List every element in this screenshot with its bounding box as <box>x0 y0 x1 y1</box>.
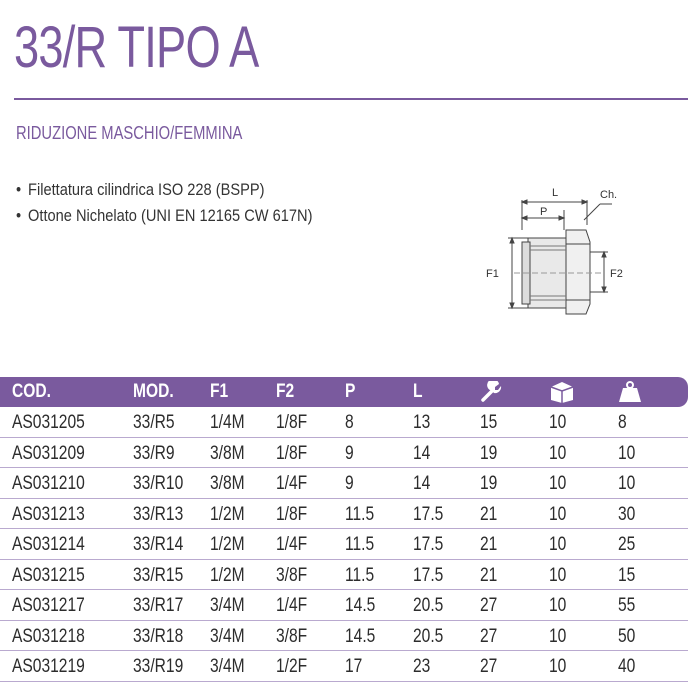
table-cell: 9 <box>345 442 354 464</box>
table-header <box>0 377 688 407</box>
column-header-mod: MOD. <box>133 381 174 402</box>
table-cell: 17.5 <box>413 564 444 586</box>
table-cell: 27 <box>480 595 498 616</box>
table-cell: AS031219 <box>12 656 85 677</box>
table-cell: 21 <box>480 503 498 525</box>
table-cell: AS031214 <box>12 534 85 555</box>
table-cell: 1/2M <box>210 534 245 555</box>
table-cell: 10 <box>549 412 567 433</box>
drawing-label-l: L <box>552 187 559 199</box>
drawing-label-f2: F2 <box>610 268 623 280</box>
table-cell: 3/4M <box>210 595 245 616</box>
column-header-cod: COD. <box>12 381 51 402</box>
table-cell: 10 <box>549 656 567 677</box>
table-cell: 1/2M <box>210 564 245 586</box>
table-cell: 3/8F <box>276 625 308 647</box>
feature-item: • Ottone Nichelato (UNI EN 12165 CW 617N) <box>16 206 313 225</box>
table-cell: 33/R17 <box>133 595 184 616</box>
table-cell: 15 <box>480 412 498 433</box>
table-cell: 19 <box>480 442 498 464</box>
drawing-label-f1: F1 <box>486 268 499 280</box>
table-row <box>0 651 688 682</box>
table-cell: 1/8F <box>276 503 308 525</box>
table-cell: 10 <box>618 473 636 494</box>
table-cell: 1/2F <box>276 656 308 677</box>
drawing-label-p: P <box>540 206 548 218</box>
table-cell: 17 <box>345 656 363 677</box>
table-cell: 21 <box>480 564 498 586</box>
table-cell: 8 <box>345 412 354 433</box>
table-row <box>0 499 688 530</box>
table-cell: AS031218 <box>12 625 85 647</box>
table-cell: 8 <box>618 412 627 433</box>
title-divider <box>14 98 688 100</box>
table-cell: 10 <box>549 442 567 464</box>
table-cell: 11.5 <box>345 534 375 555</box>
table-row <box>0 529 688 560</box>
table-cell: 3/8M <box>210 442 245 464</box>
table-cell: 21 <box>480 534 498 555</box>
table-cell: 1/8F <box>276 412 308 433</box>
wrench-icon <box>480 381 504 403</box>
table-cell: 1/8F <box>276 442 308 464</box>
table-cell: AS031205 <box>12 412 85 433</box>
table-cell: 50 <box>618 625 636 647</box>
table-cell: 27 <box>480 625 498 647</box>
table-cell: 19 <box>480 473 498 494</box>
table-cell: 13 <box>413 412 431 433</box>
table-cell: 10 <box>618 442 636 464</box>
table-cell: 27 <box>480 656 498 677</box>
table-row <box>0 468 688 499</box>
feature-item: • Filettatura cilindrica ISO 228 (BSPP) <box>16 180 265 199</box>
table-cell: 33/R5 <box>133 412 175 433</box>
table-cell: 3/4M <box>210 656 245 677</box>
table-cell: 15 <box>618 564 636 586</box>
table-cell: 1/2M <box>210 503 245 525</box>
table-cell: 10 <box>549 534 567 555</box>
table-cell: 14 <box>413 442 431 464</box>
table-cell: AS031215 <box>12 564 85 586</box>
table-cell: 17.5 <box>413 503 444 525</box>
table-cell: AS031209 <box>12 442 85 464</box>
table-cell: AS031213 <box>12 503 85 525</box>
table-cell: 1/4F <box>276 473 308 494</box>
table-row <box>0 621 688 652</box>
table-cell: 23 <box>413 656 431 677</box>
table-cell: 17.5 <box>413 534 444 555</box>
table-row <box>0 590 688 621</box>
product-subtitle: RIDUZIONE MASCHIO/FEMMINA <box>16 123 243 143</box>
table-cell: 10 <box>549 625 567 647</box>
table-cell: 33/R9 <box>133 442 175 464</box>
table-cell: 33/R10 <box>133 473 184 494</box>
table-cell: 11.5 <box>345 564 375 586</box>
table-cell: 1/4F <box>276 595 308 616</box>
table-cell: 55 <box>618 595 636 616</box>
technical-drawing <box>482 180 642 320</box>
column-header-p: P <box>345 381 356 402</box>
page-title: 33/R TIPO A <box>14 15 259 80</box>
specs-table <box>0 377 688 682</box>
table-cell: 20.5 <box>413 595 444 616</box>
feature-list <box>16 178 361 230</box>
table-row <box>0 438 688 469</box>
table-cell: 33/R13 <box>133 503 184 525</box>
table-cell: 3/8F <box>276 564 308 586</box>
drawing-label-ch: Ch. <box>600 189 618 201</box>
table-cell: 3/4M <box>210 625 245 647</box>
column-header-f2: F2 <box>276 381 295 402</box>
column-header-l: L <box>413 381 423 402</box>
table-cell: 3/8M <box>210 473 245 494</box>
table-cell: 25 <box>618 534 636 555</box>
table-cell: 14.5 <box>345 595 376 616</box>
table-cell: 30 <box>618 503 636 525</box>
table-cell: 1/4M <box>210 412 245 433</box>
table-cell: 10 <box>549 595 567 616</box>
table-cell: 14 <box>413 473 431 494</box>
weight-icon <box>618 381 642 403</box>
column-header-f1: F1 <box>210 381 229 402</box>
table-cell: 10 <box>549 503 567 525</box>
table-cell: 10 <box>549 473 567 494</box>
table-cell: 33/R15 <box>133 564 184 586</box>
table-cell: 40 <box>618 656 636 677</box>
table-cell: 33/R19 <box>133 656 184 677</box>
table-cell: 14.5 <box>345 625 376 647</box>
table-cell: 33/R18 <box>133 625 184 647</box>
table-cell: AS031210 <box>12 473 85 494</box>
table-row <box>0 560 688 591</box>
table-cell: 11.5 <box>345 503 375 525</box>
table-cell: 33/R14 <box>133 534 184 555</box>
table-row <box>0 407 688 438</box>
table-cell: 1/4F <box>276 534 308 555</box>
table-cell: 20.5 <box>413 625 444 647</box>
table-cell: AS031217 <box>12 595 85 616</box>
table-cell: 10 <box>549 564 567 586</box>
table-cell: 9 <box>345 473 354 494</box>
box-icon <box>549 381 575 403</box>
